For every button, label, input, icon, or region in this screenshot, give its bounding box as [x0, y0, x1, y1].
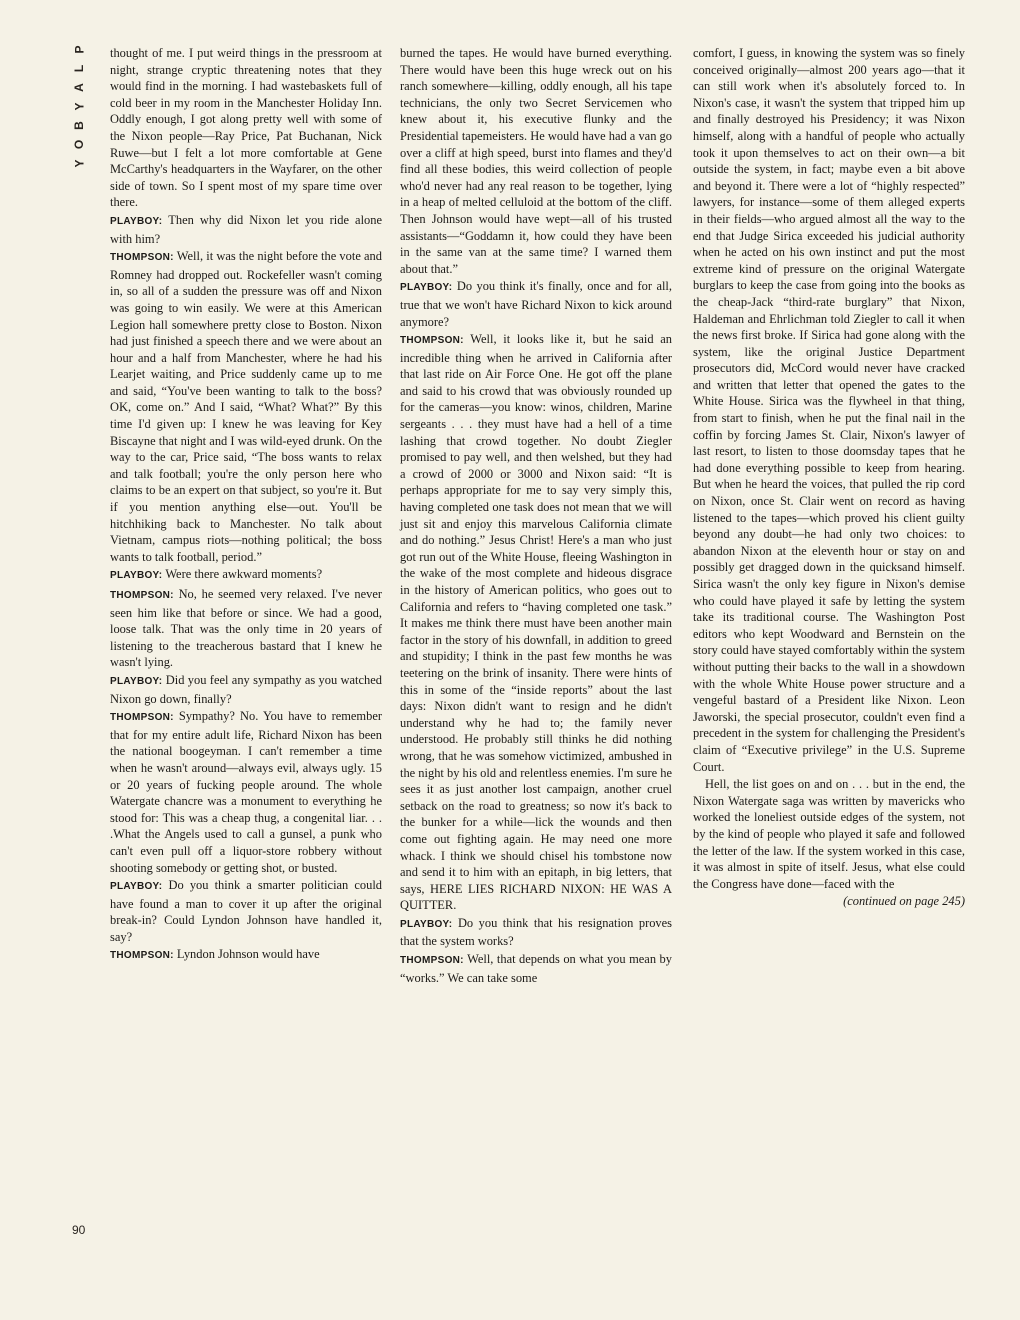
- masthead-letter: L: [72, 64, 87, 73]
- interview-answer: THOMPSON: Well, it looks like it, but he said an incredible thing when he arrived in California after that last ride on Air Force One. He got off the plane and said to his crowd that was obviously rounded up for the cameras—you know: winos, children, Marine sergeants . . . they must have had a hell of a time lashing that crowd together. No doubt Ziegler promised to pay well, and then welshed, but they had a crowd of 2000 or 3000 and Nixon said: “It is perhaps appropriate for me to say very simply this, having completed one task does not mean that we will just sit and enjoy this marvelous California climate and do nothing.” Jesus Christ! Here's a man who just got run out of the White House, fleeing Washington in the wake of the most complete and hideous disgrace in the history of American politics, who goes out to California and refers to “having completed one task.” It makes me think there must have been another main factor in the story of his downfall, in addition to greed and stupidity; I think in the past few months he was teetering on the brink of insanity. There were hints of this in some of the “inside reports” about the last days: Nixon didn't want to resign and he didn't understand why he had to; the family never understood. He probably still thinks he did nothing wrong, that he was somehow victimized, ambushed in the night by his old and relentless enemies. I'm sure he sees it as just another lost campaign, another cruel setback on the road to greatness; so now it's back to the bunker for a while—lick the wounds and then come out fighting again. He may need one more whack. I think we should chisel his tombstone now and send it to him with an epitaph, in big letters, that says, HERE LIES RICHARD NIXON: HE WAS A QUITTER.: [400, 332, 673, 913]
- speaker-label: PLAYBOY:: [110, 215, 163, 227]
- speaker-label: THOMPSON:: [110, 252, 174, 264]
- interview-question: PLAYBOY: Did you feel any sympathy as you watched Nixon go down, finally?: [110, 672, 382, 706]
- paragraph: comfort, I guess, in knowing the system was so finely conceived originally—almost 200 years ago—that it can still work when it's absolutely forced to. In Nixon's case, it wasn't the system that tripped him up and finally destroyed his Presidency; it was Nixon himself, along with a handful of people who actually took it upon themselves to act on their own—a bit outside the system, in fact; maybe even a bit above and beyond it. There were a lot of “highly respected” lawyers, for instance—some of them alleged experts in their fields—who argued almost all the way to the end that Judge Sirica exceeded his judicial authority when he acted on his own instinct and put the most extreme kind of pressure on the original Watergate burglars to keep the case from going into the books as the cheap-Jack “third-rate burglary” that Nixon, Haldeman and Ehrlichman told Ziegler to call it when the news first broke. If Sirica had gone along with the system, like the original Justice Department prosecutors did, McCord would never have cracked and written that letter that opened the gates to the White House. Sirica was the flywheel in that thing, from start to finish, when he put the final nail in the coffin by forcing James St. Clair, Nixon's lawyer of last resort, to listen to those doomsday tapes that he had done everything possible to keep from hearing. But when he heard the voices, that pulled the rip cord on Nixon, once St. Clair went on record as having listened to the tapes—which proved his client guilty beyond any doubt—he had only two choices: to abandon Nixon at the eleventh hour or stay on and possibly get dragged down in the quicksand himself. Sirica wasn't the only key figure in Nixon's demise who could have played it safe by letting the system take its traditional course. The Washington Post editors who kept Woodward and Bernstein on the story could have stayed comfortably within the system without putting their backs to the wall in a showdown with the whole White House power structure and a vengeful bastard of a President like Nixon. Leon Jaworski, the special prosecutor, couldn't even find a precedent in the system for challenging the President's claim of “Executive privilege” in the U.S. Supreme Court.: [693, 46, 965, 774]
- interview-answer: THOMPSON: No, he seemed very relaxed. I've never seen him like that before or since. We had a good, loose talk. That was the only time in 20 years of listening to the treacherous bastard that I knew he wasn't lying.: [110, 587, 383, 670]
- speaker-label: THOMPSON:: [400, 335, 464, 347]
- masthead-letter: P: [72, 45, 87, 54]
- masthead-letter: O: [72, 139, 87, 150]
- speaker-label: PLAYBOY:: [110, 570, 163, 582]
- masthead-letter: A: [72, 83, 87, 92]
- text-column-2: [400, 45, 672, 986]
- speaker-label: THOMPSON:: [110, 712, 174, 724]
- interview-answer: THOMPSON: Well, it was the night before the vote and Romney had dropped out. Rockefeller wasn't coming in, so all of a sudden the pressure was off and Nixon was going to win easily. We were at this American Legion hall somewhere pretty close to Boston. Nixon had just finished a speech there and we were about an hour and a half from Manchester, where he had his Learjet waiting, and Price suddenly came up to me and said, “You've been wanting to talk to the boss? OK, come on.” And I said, “What? What?” By this time I'd given up: I knew he was leaving for Key Biscayne that night and I was wild-eyed drunk. On the way to the car, Price said, “The boss wants to relax and talk football; you're the only person here who claims to be an expert on that subject, so you're it. But if you mention anything else—out. You'll be hitchhiking back to Manchester. No talk about Vietnam, campus riots—nothing political; the boss wants to talk football, period.”: [110, 249, 382, 564]
- masthead-letter: Y: [72, 102, 87, 111]
- speaker-label: THOMPSON:: [400, 955, 464, 967]
- page-number: 90: [72, 1223, 86, 1237]
- interview-question: PLAYBOY: Do you think a smarter politician could have found a man to cover it up after the original break-in? Could Lyndon Johnson have handled it, say?: [110, 878, 382, 944]
- interview-answer: THOMPSON: Lyndon Johnson would have: [110, 947, 320, 962]
- magazine-masthead: [72, 40, 87, 173]
- speaker-label: PLAYBOY:: [400, 918, 453, 930]
- interview-question: PLAYBOY: Do you think it's finally, once and for all, true that we won't have Richard Nixon to kick around anymore?: [400, 279, 672, 329]
- text-column-1: [110, 45, 382, 965]
- speaker-label: THOMPSON:: [110, 590, 174, 601]
- text-column-3: [693, 45, 965, 910]
- speaker-label: THOMPSON:: [110, 950, 174, 962]
- interview-answer: THOMPSON: Well, that depends on what you mean by “works.” We can take some: [400, 952, 672, 985]
- speaker-label: PLAYBOY:: [110, 675, 163, 687]
- paragraph: Hell, the list goes on and on . . . but in the end, the Nixon Watergate saga was written by mavericks who worked the loneliest outside edges of the system, not by the kind of people who played it safe and followed the letter of the law. If the system worked in this case, it was almost in spite of itself. Jesus, what else could the Congress have done—faced with the: [693, 777, 965, 891]
- interview-question: PLAYBOY: Do you think that his resignation proves that the system works?: [400, 915, 673, 949]
- paragraph: thought of me. I put weird things in the pressroom at night, strange cryptic threatening notes that they would find in the morning. I had wastebaskets full of cold beer in my room in the Manchester Holiday Inn. Oddly enough, I got along pretty well with some of the Nixon people—Ray Price, Pat Buchanan, Nick Ruwe—but I felt a lot more comfortable at Gene McCarthy's headquarters in the Wayfarer, on the other side of town. So I spent most of my spare time over there.: [110, 46, 382, 210]
- interview-answer: THOMPSON: Sympathy? No. You have to remember that for my entire adult life, Richard Nixon has been the national boogeyman. I can't remember a time when he wasn't around—always evil, always ugly. 15 or 20 years of fucking people around. The whole Watergate chancre was a monument to everything he stood for: This was a cheap thug, a congenital liar. . . .What the Angels used to call a gunsel, a punk who can't even pull off a liquor-store robbery without shooting somebody or getting shot, or busted.: [110, 709, 382, 875]
- interview-question: PLAYBOY: Were there awkward moments?: [110, 567, 323, 582]
- speaker-label: PLAYBOY:: [110, 881, 163, 893]
- masthead-letter: B: [72, 121, 87, 130]
- masthead-letter: Y: [72, 159, 87, 168]
- speaker-label: PLAYBOY:: [400, 282, 453, 294]
- continued-notice: (continued on page 245): [843, 894, 965, 909]
- interview-question: PLAYBOY: Then why did Nixon let you ride alone with him?: [110, 212, 382, 246]
- paragraph: burned the tapes. He would have burned everything. There would have been this huge wreck out on his ranch somewhere—killing, oddly enough, all his tape technicians, the only two Secret Servicemen who knew about it, his executive flunky and the Presidential tapemeisters. He would have had a van go over a cliff at high speed, burst into flames and they'd find all these bodies, this weird collection of people who'd never had any real reason to be together, lying in a heap of melted celluloid at the bottom of the cliff. Then Johnson would have wept—all of his trusted assistants—“Goddamn it, how could they have been in the same van at the same time? I warned them about that.”: [400, 46, 672, 276]
